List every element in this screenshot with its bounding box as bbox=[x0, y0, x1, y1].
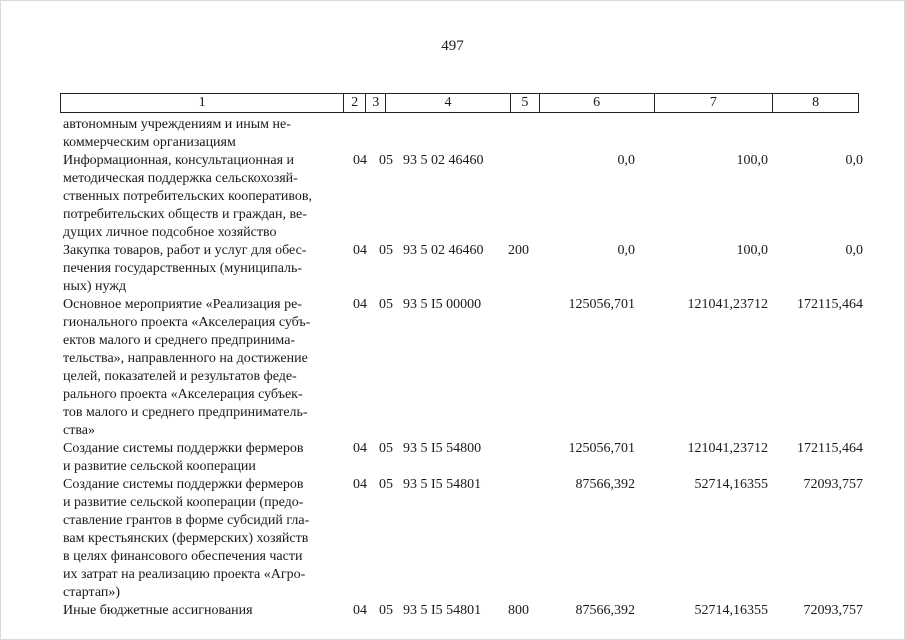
header-cell: 1 bbox=[61, 94, 344, 112]
description-line: целей, показателей и результатов феде- bbox=[63, 369, 297, 384]
description-line: дущих личное подсобное хозяйство bbox=[63, 225, 277, 240]
cell-c6: 125056,701 bbox=[568, 297, 635, 312]
cell-c2: 04 bbox=[353, 441, 367, 456]
description-line: и развитие сельской кооперации (предо- bbox=[63, 495, 304, 510]
cell-c4: 93 5 I5 00000 bbox=[403, 297, 482, 312]
description-line: ственных потребительских кооперативов, bbox=[63, 189, 312, 204]
cell-c3: 05 bbox=[379, 477, 393, 492]
row-description bbox=[63, 476, 339, 602]
cell-c6: 0,0 bbox=[617, 153, 635, 168]
cell-c8: 72093,757 bbox=[803, 477, 863, 492]
table-body bbox=[63, 116, 863, 620]
cell-c8: 0,0 bbox=[845, 153, 863, 168]
header-cell: 8 bbox=[812, 95, 820, 110]
description-line: их затрат на реализацию проекта «Агро- bbox=[63, 567, 306, 582]
cell-c7: 121041,23712 bbox=[687, 441, 768, 456]
cell-c4: 93 5 02 46460 bbox=[403, 153, 484, 168]
table-header bbox=[60, 93, 859, 113]
description-line: коммерческим организациям bbox=[63, 135, 236, 150]
description-line: гионального проекта «Акселерация субъ- bbox=[63, 315, 311, 330]
cell-c6: 87566,392 bbox=[575, 477, 635, 492]
row-description bbox=[63, 296, 339, 440]
header-cell: 6 bbox=[540, 94, 655, 112]
description-line: Основное мероприятие «Реализация ре- bbox=[63, 297, 302, 312]
description-line: и развитие сельской кооперации bbox=[63, 459, 256, 474]
description-line: Информационная, консультационная и bbox=[63, 153, 295, 168]
description-line: Закупка товаров, работ и услуг для обес- bbox=[63, 243, 307, 258]
row-description bbox=[63, 602, 339, 620]
cell-c2: 04 bbox=[353, 243, 367, 258]
header-cell: 5 bbox=[511, 94, 540, 112]
description-line: Иные бюджетные ассигнования bbox=[63, 603, 253, 618]
cell-c6: 87566,392 bbox=[575, 603, 635, 618]
description-line: ектов малого и среднего предпринима- bbox=[63, 333, 296, 348]
cell-c3: 05 bbox=[379, 243, 393, 258]
description-line: потребительских обществ и граждан, ве- bbox=[63, 207, 307, 222]
description-line: тов малого и среднего предприниматель- bbox=[63, 405, 308, 420]
table-row bbox=[63, 440, 863, 476]
description-line: автономным учреждениям и иным не- bbox=[63, 117, 291, 132]
header-cell: 7 bbox=[655, 94, 774, 112]
row-description bbox=[63, 152, 339, 242]
cell-c8: 72093,757 bbox=[803, 603, 863, 618]
row-description bbox=[63, 242, 339, 296]
table-row bbox=[63, 152, 863, 242]
description-line: стартап») bbox=[63, 585, 121, 600]
cell-c7: 100,0 bbox=[736, 243, 768, 258]
table-row bbox=[63, 116, 863, 152]
description-line: ных) нужд bbox=[63, 279, 127, 294]
description-line: рального проекта «Акселерация субъек- bbox=[63, 387, 303, 402]
header-cell: 3 bbox=[366, 94, 386, 112]
cell-c2: 04 bbox=[353, 153, 367, 168]
description-line: Создание системы поддержки фермеров bbox=[63, 477, 304, 492]
table-row bbox=[63, 602, 863, 620]
row-description bbox=[63, 116, 339, 152]
header-cell: 4 bbox=[386, 94, 511, 112]
cell-c4: 93 5 02 46460 bbox=[403, 243, 484, 258]
row-description bbox=[63, 440, 339, 476]
cell-c8: 0,0 bbox=[845, 243, 863, 258]
cell-c2: 04 bbox=[353, 603, 367, 618]
cell-c6: 125056,701 bbox=[568, 441, 635, 456]
cell-c2: 04 bbox=[353, 477, 367, 492]
table-row bbox=[63, 476, 863, 602]
description-line: методическая поддержка сельскохозяй- bbox=[63, 171, 298, 186]
description-line: ставление грантов в форме субсидий гла- bbox=[63, 513, 310, 528]
description-line: ства» bbox=[63, 423, 95, 438]
cell-c8: 172115,464 bbox=[797, 297, 863, 312]
table-row bbox=[63, 296, 863, 440]
cell-c4: 93 5 I5 54800 bbox=[403, 441, 482, 456]
description-line: Создание системы поддержки фермеров bbox=[63, 441, 304, 456]
cell-c6: 0,0 bbox=[617, 243, 635, 258]
description-line: в целях финансового обеспечения части bbox=[63, 549, 303, 564]
table-row bbox=[63, 242, 863, 296]
cell-c8: 172115,464 bbox=[797, 441, 863, 456]
cell-c4: 93 5 I5 54801 bbox=[403, 477, 482, 492]
cell-c7: 52714,16355 bbox=[694, 603, 768, 618]
cell-c7: 52714,16355 bbox=[694, 477, 768, 492]
cell-c7: 121041,23712 bbox=[687, 297, 768, 312]
cell-c5: 800 bbox=[508, 603, 529, 618]
description-line: тельства», направленного на достижение bbox=[63, 351, 308, 366]
cell-c3: 05 bbox=[379, 603, 393, 618]
cell-c3: 05 bbox=[379, 153, 393, 168]
header-cell: 2 bbox=[344, 94, 366, 112]
cell-c4: 93 5 I5 54801 bbox=[403, 603, 482, 618]
cell-c3: 05 bbox=[379, 297, 393, 312]
cell-c5: 200 bbox=[508, 243, 529, 258]
cell-c7: 100,0 bbox=[736, 153, 768, 168]
page-number: 497 bbox=[441, 38, 464, 54]
description-line: вам крестьянских (фермерских) хозяйств bbox=[63, 531, 309, 546]
cell-c3: 05 bbox=[379, 441, 393, 456]
description-line: печения государственных (муниципаль- bbox=[63, 261, 303, 276]
cell-c2: 04 bbox=[353, 297, 367, 312]
